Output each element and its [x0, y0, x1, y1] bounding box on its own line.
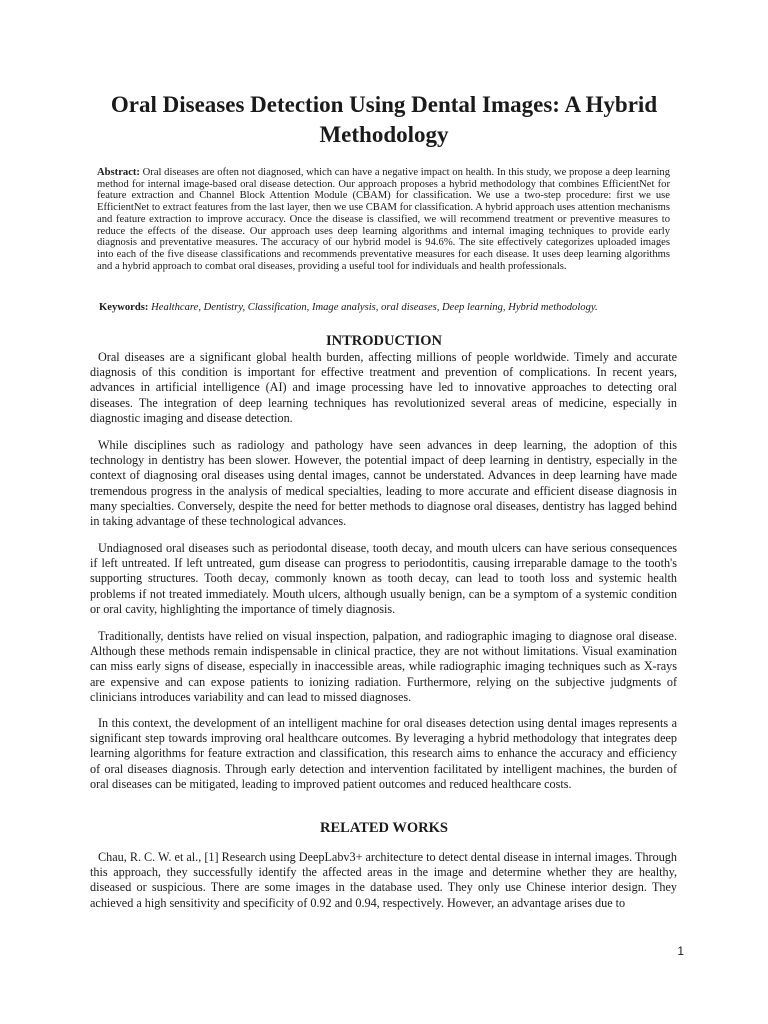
paper-title: Oral Diseases Detection Using Dental Images: A Hybrid Methodology	[110, 92, 658, 147]
keywords-text: Healthcare, Dentistry, Classification, Image analysis, oral diseases, Deep learning, Hybrid methodology.	[151, 302, 598, 313]
abstract-text: Oral diseases are often not diagnosed, which can have a negative impact on health. In this study, we propose a deep learning method for internal image-based oral disease detection. Our approach proposes a hybrid methodology that combines EfficientNet for feature extraction and Channel Block Attention Module (CBAM) for classification. We use a two-step procedure: first we use EfficientNet to extract features from the last layer, then we use CBAM for classification. A hybrid approach uses attention mechanisms and feature extraction to improve accuracy. Once the disease is classified, we will recommend treatment or preventive measures to reduce the effects of the disease. Our approach uses deep learning algorithms and internal imaging techniques to provide early diagnosis and preventative measures. The accuracy of our hybrid model is 94.6%. The site effectively categorizes uploaded images into each of the five disease classifications and recommends preventative measures for each disease. It uses deep learning algorithms and a hybrid approach to combat oral diseases, providing a useful tool for individuals and health professionals.	[97, 167, 670, 272]
intro-paragraph-2: While disciplines such as radiology and pathology have seen advances in deep learning, the adoption of this technology in dentistry has been slower. However, the potential impact of deep learning in dentistry, especially in the context of diagnosing oral diseases using dental images, cannot be understated. Advances in deep learning have made tremendous progress in the analysis of medical specialties, leading to more accurate and efficient disease diagnosis in many specialties. Conversely, despite the need for better methods to diagnose oral diseases, dentistry has lagged behind in taking advantage of these technological advances.	[90, 438, 677, 529]
keywords-label: Keywords:	[99, 302, 149, 313]
intro-paragraph-1: Oral diseases are a significant global health burden, affecting millions of people worldwide. Timely and accurate diagnosis of this condition is important for effective treatment and prevention of complications. In recent years, advances in artificial intelligence (AI) and image processing have led to innovative approaches to detecting oral diseases. The integration of deep learning techniques has revolutionized several areas of medicine, especially in diagnostic imaging and disease detection.	[90, 350, 677, 425]
abstract-label: Abstract:	[97, 167, 140, 178]
abstract	[97, 167, 670, 272]
intro-paragraph-5: In this context, the development of an intelligent machine for oral diseases detection using dental images represents a significant step towards improving oral healthcare outcomes. By leveraging a hybrid methodology that integrates deep learning algorithms for feature extraction and classification, this research aims to enhance the accuracy and efficiency of oral diseases diagnosis. Through early detection and intervention facilitated by intelligent machines, the burden of oral diseases can be mitigated, leading to improved patient outcomes and reduced healthcare costs.	[90, 716, 677, 791]
section-heading-related-works: RELATED WORKS	[320, 820, 448, 836]
section-heading-introduction: INTRODUCTION	[325, 333, 442, 349]
intro-paragraph-3: Undiagnosed oral diseases such as periodontal disease, tooth decay, and mouth ulcers can have serious consequences if left untreated. If left untreated, gum disease can progress to periodontitis, causing irreparable damage to the tooth's supporting structures. Tooth decay, commonly known as tooth decay, can lead to tooth loss and systemic health problems if not treated immediately. Mouth ulcers, although usually benign, can be a symptom of a systemic condition or oral cavity, highlighting the importance of timely diagnosis.	[90, 541, 677, 616]
intro-paragraph-4: Traditionally, dentists have relied on visual inspection, palpation, and radiographic imaging to diagnose oral disease. Although these methods remain indispensable in clinical practice, they are not without limitations. Visual examination can miss early signs of disease, especially in inaccessible areas, while radiographic imaging techniques such as X-rays are expensive and can expose patients to ionizing radiation. Furthermore, relying on the subjective judgments of clinicians introduces variability and can lead to missed diagnoses.	[90, 629, 677, 704]
keywords	[99, 301, 672, 314]
related-works-paragraph-1: Chau, R. C. W. et al., [1] Research using DeepLabv3+ architecture to detect dental disease in internal images. Through this approach, they successfully identify the affected areas in the image and determine whether they are healthy, diseased or suspicious. There are some images in the database used. They only use Chinese interior design. They achieved a high sensitivity and specificity of 0.92 and 0.94, respectively. However, an advantage arises due to	[90, 850, 677, 910]
page-number: 1	[677, 944, 684, 958]
